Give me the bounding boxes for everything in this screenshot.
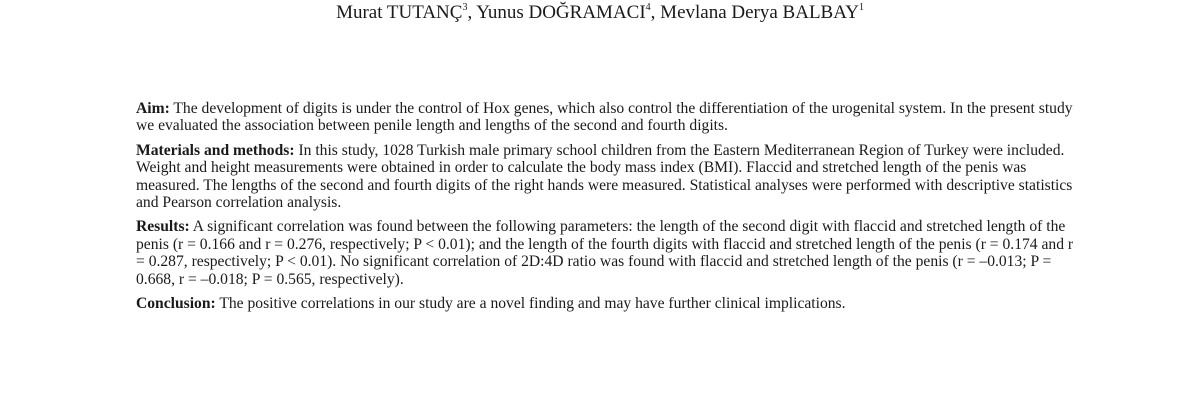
author-affiliation-mark: 3 xyxy=(462,2,468,13)
conclusion-text: The positive correlations in our study are a novel finding and may have further clinical implications. xyxy=(219,295,846,313)
author-name: Murat TUTANÇ xyxy=(336,2,463,23)
conclusion-label: Conclusion: xyxy=(136,295,216,313)
author-separator: , xyxy=(650,2,661,23)
methods-text: In this study, 1028 Turkish male primary school children from the Eastern Mediterranean Region of Turkey were included. Weight and height measurements were obtained in order to calculate the body mass index (BMI). Flaccid and stretched length of the penis was measured. The lengths of the second and fourth digits of the right hands were measured. Statistical analyses were performed with descriptive statistics and Pearson correlation analysis. xyxy=(136,141,1073,212)
author-line xyxy=(0,1,1200,25)
author-name: Mevlana Derya BALBAY xyxy=(660,2,859,23)
results-label: Results: xyxy=(136,218,190,236)
methods-label: Materials and methods: xyxy=(136,141,295,159)
author-affiliation-mark: 4 xyxy=(645,2,651,13)
author-name: Yunus DOĞRAMACI xyxy=(476,2,646,23)
abstract-results xyxy=(136,218,1081,288)
author-affiliation-mark: 1 xyxy=(858,2,864,13)
abstract-conclusion xyxy=(136,295,1081,312)
abstract-methods xyxy=(136,142,1081,212)
results-text: A significant correlation was found between the following parameters: the length of the second digit with flaccid and stretched length of the penis (r = 0.166 and r = 0.276, respectively; P < 0.01); and the length of the fourth digits with flaccid and stretched length of the penis (r = 0.174 and r = 0.287, respectively; P < 0.01). No significant correlation of 2D:4D ratio was found with flaccid and stretched length of the penis (r = –0.013; P = 0.668, r = –0.018; P = 0.565, respectively). xyxy=(136,218,1074,288)
aim-label: Aim: xyxy=(136,100,170,117)
abstract xyxy=(136,100,1081,319)
aim-text: The development of digits is under the control of Hox genes, which also control the differentiation of the urogenital system. In the present study we evaluated the association between penile length and lengths of the second and fourth digits. xyxy=(136,100,1073,135)
author-separator: , xyxy=(467,2,477,23)
abstract-aim xyxy=(136,100,1081,135)
